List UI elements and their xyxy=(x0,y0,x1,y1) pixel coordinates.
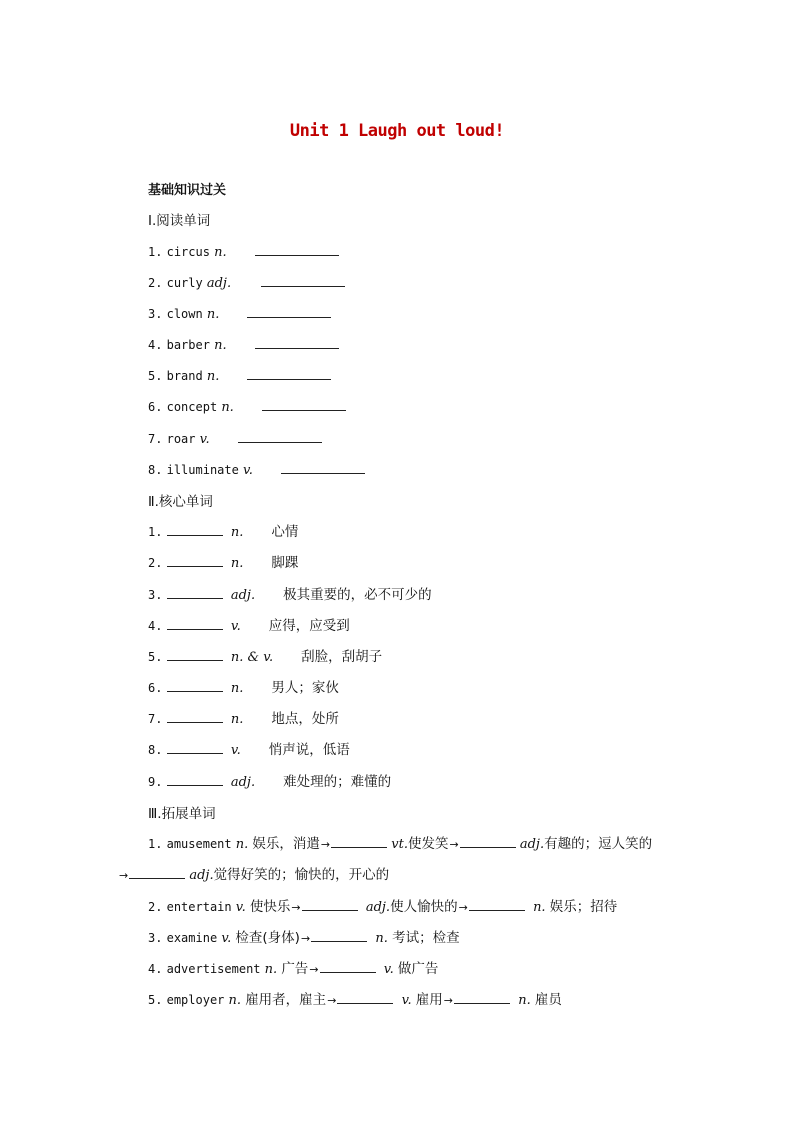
item-meaning: 觉得好笑的；愉快的，开心的 xyxy=(213,867,390,883)
item-pos: v. xyxy=(242,463,253,478)
item-word: concept xyxy=(166,400,218,414)
item-word: entertain xyxy=(166,900,232,914)
item-number: 7. xyxy=(148,712,163,726)
item-pos: n. & v. xyxy=(230,650,274,665)
part1-item-5 xyxy=(148,365,331,385)
answer-blank[interactable] xyxy=(281,459,365,474)
answer-blank[interactable] xyxy=(255,334,339,349)
item-meaning: 雇用者，雇主 xyxy=(245,992,327,1008)
answer-blank[interactable] xyxy=(167,708,223,723)
item-meaning: 有趣的；逗人笑的 xyxy=(544,836,653,852)
item-number: 8. xyxy=(148,463,163,477)
part2-heading: Ⅱ.核心单词 xyxy=(148,494,213,510)
item-pos: n. xyxy=(230,712,244,727)
item-word: advertisement xyxy=(166,962,261,976)
answer-blank[interactable] xyxy=(167,615,223,630)
arrow-icon: → xyxy=(309,963,319,976)
item-meaning: 使人愉快的 xyxy=(390,899,458,915)
item-meaning: 娱乐，消遣 xyxy=(252,836,320,852)
document-title: Unit 1 Laugh out loud! xyxy=(289,121,505,141)
item-number: 1. xyxy=(148,245,163,259)
item-meaning: 悄声说，低语 xyxy=(268,742,350,758)
item-number: 6. xyxy=(148,400,163,414)
arrow-icon: → xyxy=(291,901,301,914)
item-word: barber xyxy=(166,338,210,352)
part2-item-8 xyxy=(148,739,350,759)
answer-blank[interactable] xyxy=(167,521,223,536)
answer-blank[interactable] xyxy=(302,896,358,911)
item-meaning: 使快乐 xyxy=(249,899,291,915)
item-meaning: 难处理的；难懂的 xyxy=(283,774,392,790)
arrow-icon: → xyxy=(449,838,459,851)
part3-item-5 xyxy=(148,989,562,1009)
item-meaning: 脚踝 xyxy=(271,555,299,571)
item-number: 8. xyxy=(148,743,163,757)
item-number: 6. xyxy=(148,681,163,695)
item-word: brand xyxy=(166,369,203,383)
item-meaning: 应得，应受到 xyxy=(268,618,350,634)
item-word: clown xyxy=(166,307,203,321)
item-number: 4. xyxy=(148,619,163,633)
part3-item-1 xyxy=(148,833,652,853)
part1-heading: Ⅰ.阅读单词 xyxy=(148,213,211,229)
part1-item-4 xyxy=(148,334,339,354)
part3-item-1-continued xyxy=(118,864,389,884)
item-meaning: 极其重要的，必不可少的 xyxy=(283,587,432,603)
item-pos: n. xyxy=(214,245,227,260)
item-pos: v. xyxy=(199,432,210,447)
item-pos: n. xyxy=(206,307,220,322)
item-meaning: 娱乐；招待 xyxy=(549,899,618,915)
answer-blank[interactable] xyxy=(167,646,223,661)
answer-blank[interactable] xyxy=(261,272,345,287)
part1-item-2 xyxy=(148,272,345,292)
answer-blank[interactable] xyxy=(238,428,322,443)
item-pos: adj. xyxy=(519,837,545,852)
part2-item-5 xyxy=(148,646,382,666)
item-number: 5. xyxy=(148,993,163,1007)
answer-blank[interactable] xyxy=(167,584,223,599)
arrow-icon: → xyxy=(320,838,331,851)
item-number: 2. xyxy=(148,556,163,570)
part1-item-1 xyxy=(148,241,339,261)
item-pos: n. xyxy=(230,681,244,696)
item-meaning: 雇用 xyxy=(415,992,443,1008)
answer-blank[interactable] xyxy=(167,771,223,786)
part3-item-2 xyxy=(148,896,617,916)
item-number: 4. xyxy=(148,338,163,352)
part1-item-3 xyxy=(148,303,331,323)
item-number: 3. xyxy=(148,307,163,321)
item-number: 2. xyxy=(148,276,163,290)
section-heading: 基础知识过关 xyxy=(148,183,227,198)
answer-blank[interactable] xyxy=(262,396,346,411)
item-word: examine xyxy=(166,931,218,945)
arrow-icon: → xyxy=(119,869,129,882)
answer-blank[interactable] xyxy=(331,833,387,848)
answer-blank[interactable] xyxy=(167,739,223,754)
answer-blank[interactable] xyxy=(247,303,331,318)
item-pos: n. xyxy=(206,369,220,384)
item-number: 5. xyxy=(148,650,163,664)
item-meaning: 雇员 xyxy=(534,992,562,1008)
answer-blank[interactable] xyxy=(167,552,223,567)
arrow-icon: → xyxy=(327,994,337,1007)
arrow-icon: → xyxy=(458,901,468,914)
item-number: 9. xyxy=(148,775,163,789)
item-number: 4. xyxy=(148,962,163,976)
part1-item-6 xyxy=(148,396,346,416)
item-meaning: 检查(身体) xyxy=(235,930,300,946)
item-pos: n. xyxy=(518,993,531,1008)
item-pos: n. xyxy=(214,338,227,353)
item-word: circus xyxy=(166,245,210,259)
item-word: curly xyxy=(166,276,203,290)
item-pos: n. xyxy=(235,837,249,852)
item-pos: adj. xyxy=(189,868,214,883)
item-pos: n. xyxy=(230,556,244,571)
item-number: 2. xyxy=(148,900,163,914)
part3-item-4 xyxy=(148,958,438,978)
item-number: 3. xyxy=(148,931,163,945)
item-word: illuminate xyxy=(166,463,239,477)
item-meaning: 男人；家伙 xyxy=(271,680,339,696)
item-pos: adj. xyxy=(230,588,256,603)
answer-blank[interactable] xyxy=(255,241,339,256)
item-number: 1. xyxy=(148,525,163,539)
item-pos: v. xyxy=(230,743,241,758)
part2-item-3 xyxy=(148,584,432,604)
item-number: 3. xyxy=(148,588,163,602)
item-meaning: 广告 xyxy=(281,961,309,977)
answer-blank[interactable] xyxy=(311,927,367,942)
item-pos: n. xyxy=(230,525,244,540)
answer-blank[interactable] xyxy=(337,989,393,1004)
arrow-icon: → xyxy=(443,994,453,1007)
item-pos: v. xyxy=(401,993,412,1008)
item-word: amusement xyxy=(166,837,232,851)
item-pos: v. xyxy=(230,619,241,634)
item-pos: vt. xyxy=(391,837,408,852)
part2-item-2 xyxy=(148,552,298,572)
item-meaning: 地点，处所 xyxy=(271,711,339,727)
part2-item-1 xyxy=(148,521,298,541)
answer-blank[interactable] xyxy=(454,989,510,1004)
part2-item-6 xyxy=(148,677,339,697)
arrow-icon: → xyxy=(300,932,311,945)
item-pos: adj. xyxy=(230,775,256,790)
item-pos: v. xyxy=(221,931,232,946)
answer-blank[interactable] xyxy=(469,896,525,911)
answer-blank[interactable] xyxy=(129,864,185,879)
item-meaning: 考试；检查 xyxy=(392,930,460,946)
item-word: roar xyxy=(166,432,196,446)
item-pos: adj. xyxy=(206,276,232,291)
part3-heading: Ⅲ.拓展单词 xyxy=(148,806,216,822)
part1-item-8 xyxy=(148,459,365,479)
item-pos: n. xyxy=(228,993,242,1008)
part3-item-3 xyxy=(148,927,460,947)
item-pos: n. xyxy=(221,400,234,415)
item-word: employer xyxy=(166,993,225,1007)
item-meaning: 使发笑 xyxy=(407,836,449,852)
item-pos: v. xyxy=(235,900,246,915)
item-number: 5. xyxy=(148,369,163,383)
answer-blank[interactable] xyxy=(460,833,516,848)
part2-item-9 xyxy=(148,771,391,791)
item-pos: n. xyxy=(533,900,546,915)
answer-blank[interactable] xyxy=(247,365,331,380)
item-meaning: 刮脸，刮胡子 xyxy=(301,649,383,665)
item-meaning: 心情 xyxy=(271,524,299,540)
item-pos: adj. xyxy=(365,900,391,915)
item-pos: n. xyxy=(264,962,278,977)
part2-item-4 xyxy=(148,615,350,635)
item-number: 1. xyxy=(148,837,163,851)
answer-blank[interactable] xyxy=(320,958,376,973)
part1-item-7 xyxy=(148,428,322,448)
answer-blank[interactable] xyxy=(167,677,223,692)
item-meaning: 做广告 xyxy=(397,961,439,977)
item-pos: n. xyxy=(375,931,388,946)
item-number: 7. xyxy=(148,432,163,446)
item-pos: v. xyxy=(383,962,394,977)
part2-item-7 xyxy=(148,708,339,728)
